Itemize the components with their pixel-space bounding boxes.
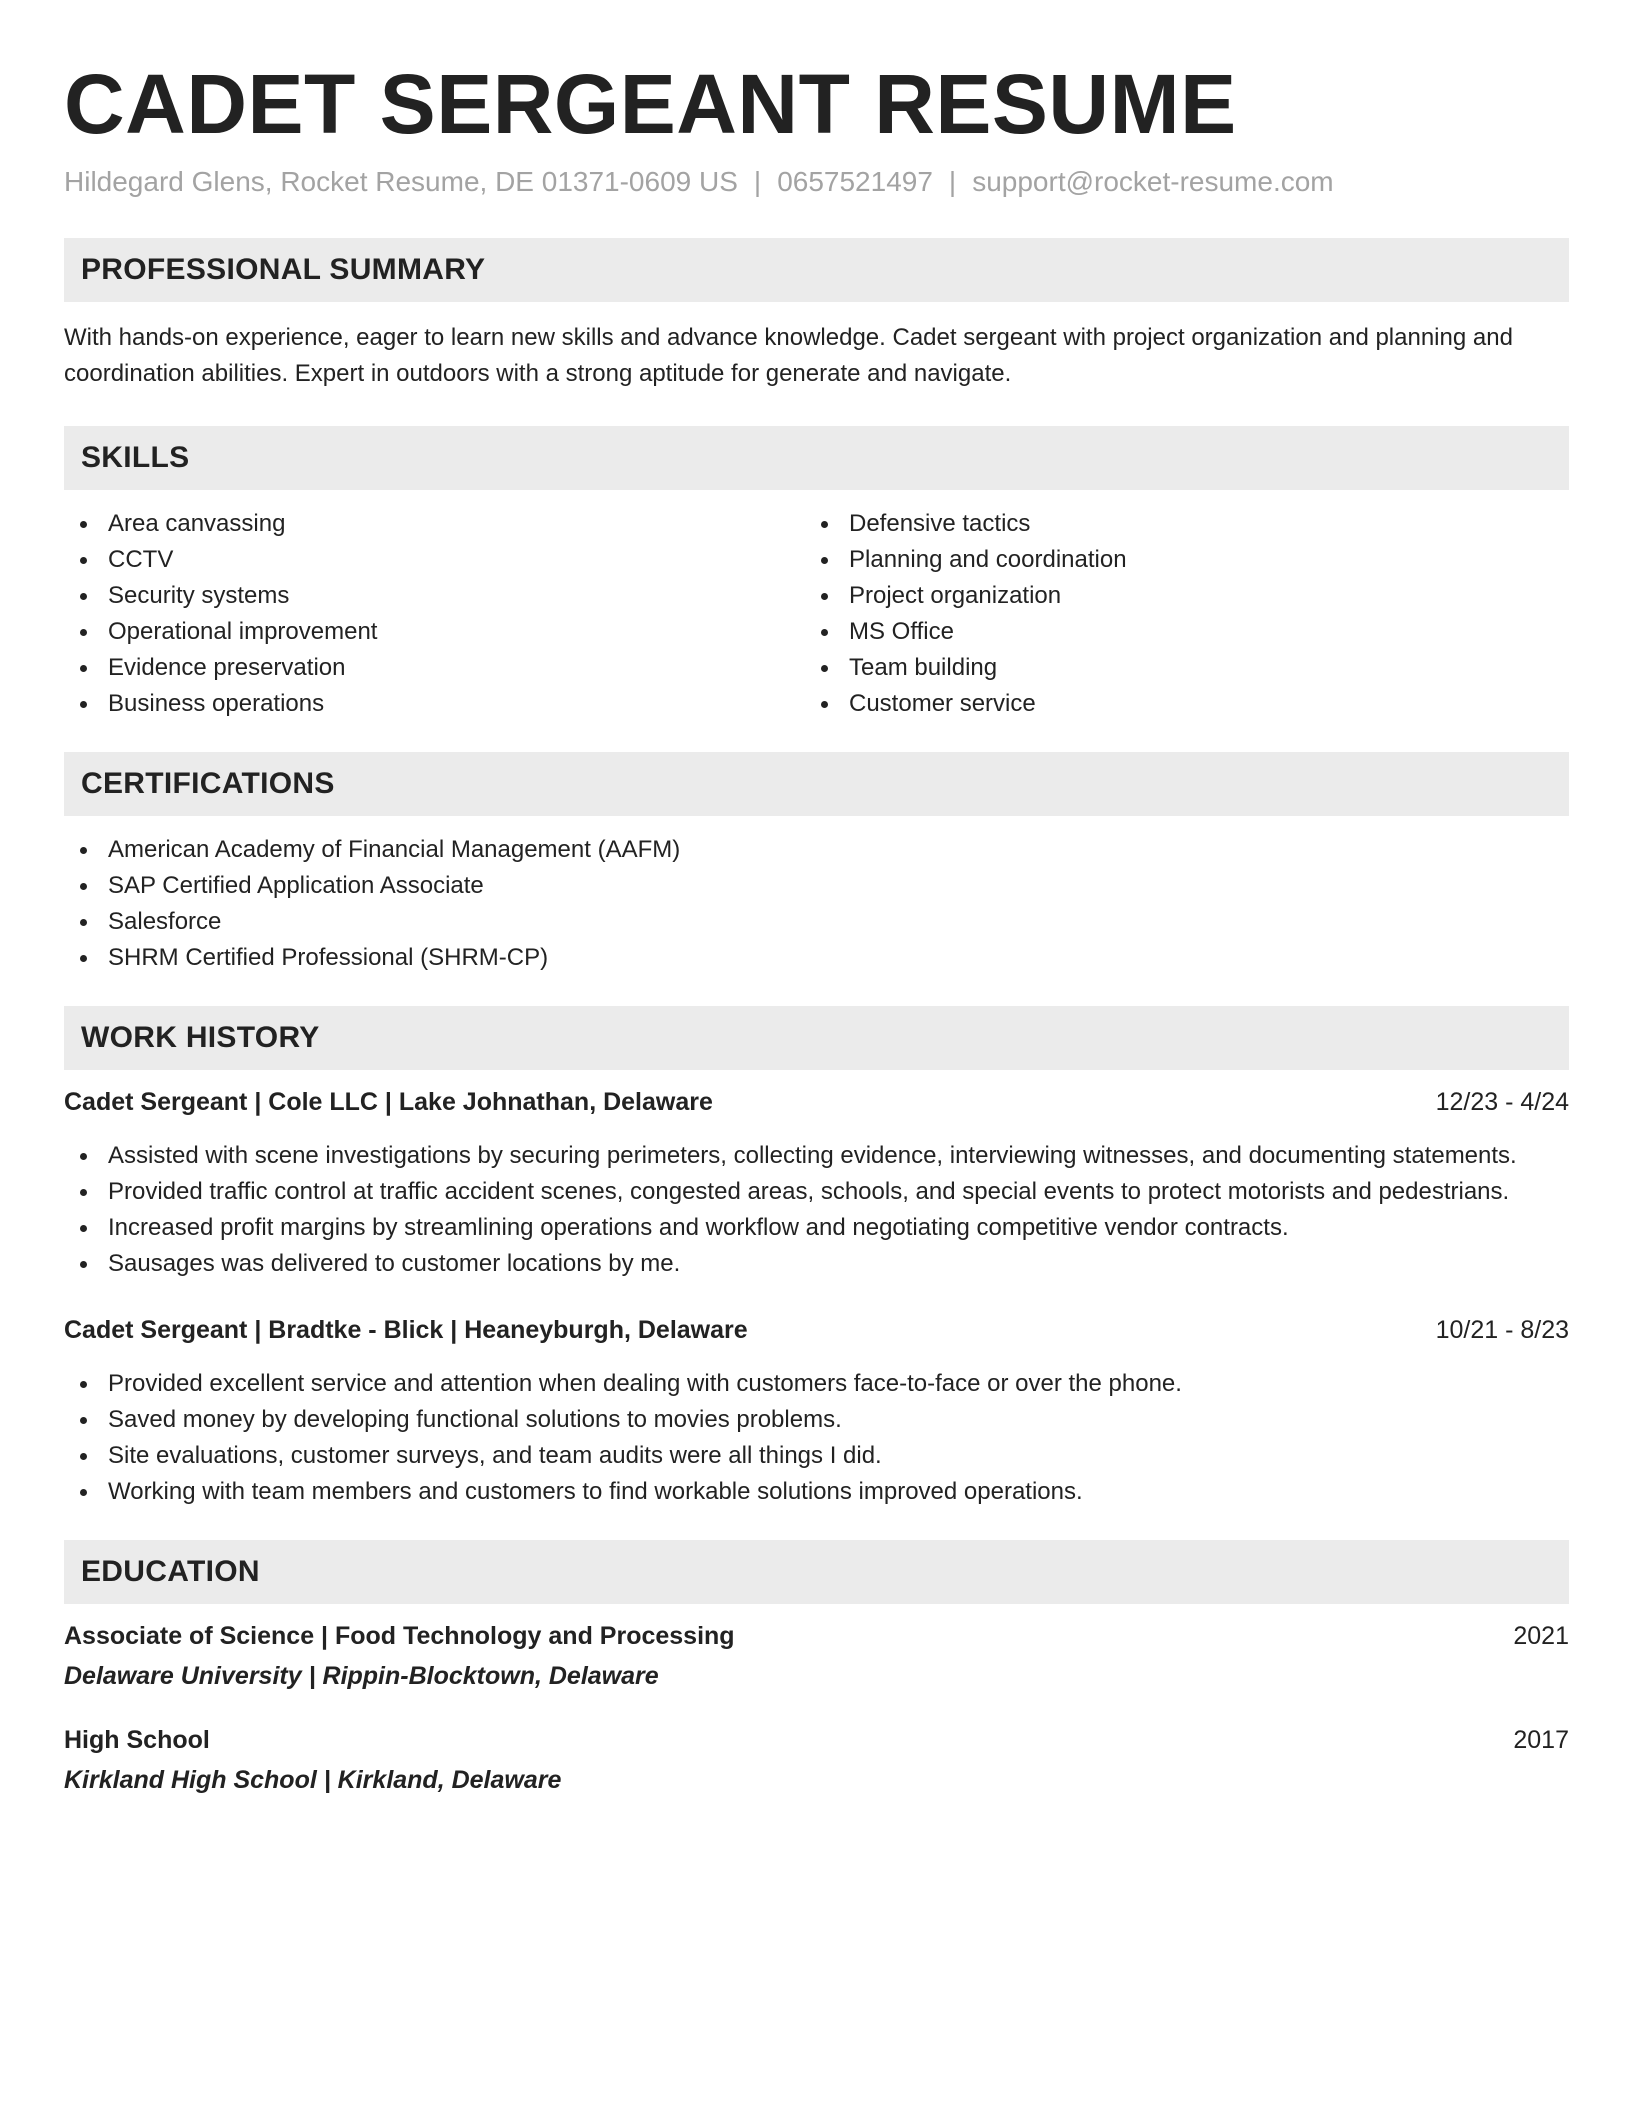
skill-item: Planning and coordination [805,542,1127,578]
skill-item: Business operations [64,686,805,722]
section-heading: EDUCATION [81,1555,260,1588]
job-header [64,1084,1569,1120]
education-degree: High School [64,1726,210,1754]
section-heading: SKILLS [81,441,190,474]
section-summary-header [64,238,1569,302]
education-school: Delaware University | Rippin-Blocktown, Delaware [64,1662,659,1690]
certification-item: Salesforce [64,904,1569,940]
job-title: Cadet Sergeant | Bradtke - Blick | Heaneyburgh, Delaware [64,1316,748,1344]
education-year: 2021 [1513,1622,1569,1650]
section-skills-header [64,426,1569,490]
skills-list [64,506,1569,722]
education-entry [64,1722,1569,1798]
contact-email[interactable]: support@rocket-resume.com [972,166,1334,197]
job-bullet: Sausages was delivered to customer locations by me. [64,1246,1569,1282]
section-heading: PROFESSIONAL SUMMARY [81,253,486,286]
skill-item: Team building [805,650,1127,686]
education-header [64,1618,1569,1654]
certification-item: American Academy of Financial Management (AAFM) [64,832,1569,868]
job-bullet: Assisted with scene investigations by securing perimeters, collecting evidence, interviewing witnesses, and documenting statements. [64,1138,1569,1174]
skill-item: Security systems [64,578,805,614]
job-bullets [64,1138,1569,1282]
education-entry [64,1618,1569,1694]
skills-column-left [64,506,805,722]
certifications-list [64,832,1569,976]
job-dates: 12/23 - 4/24 [1435,1088,1569,1116]
skill-item: Evidence preservation [64,650,805,686]
skill-item: Project organization [805,578,1127,614]
contact-separator: | [753,166,762,197]
job-bullets [64,1366,1569,1510]
job-bullet: Provided excellent service and attention when dealing with customers face-to-face or over the phone. [64,1366,1569,1402]
education-year: 2017 [1513,1726,1569,1754]
section-education-header [64,1540,1569,1604]
certification-item: SAP Certified Application Associate [64,868,1569,904]
skills-column-right [805,506,1127,722]
section-heading: CERTIFICATIONS [81,767,335,800]
contact-address: Hildegard Glens, Rocket Resume, DE 01371-0609 US [64,166,738,197]
education-degree: Associate of Science | Food Technology and Processing [64,1622,735,1650]
job-entry [64,1084,1569,1282]
contact-separator: | [948,166,957,197]
job-bullet: Provided traffic control at traffic accident scenes, congested areas, schools, and special events to protect motorists and pedestrians. [64,1174,1569,1210]
education-header [64,1722,1569,1758]
skill-item: Operational improvement [64,614,805,650]
summary-text: With hands-on experience, eager to learn new skills and advance knowledge. Cadet sergeant with project organization and planning and coordination abilities. Expert in outdoors with a strong aptitude for generate and navigate. [64,324,1513,387]
skill-item: CCTV [64,542,805,578]
section-work-header [64,1006,1569,1070]
contact-line [64,164,1569,200]
resume-title: CADET SERGEANT RESUME [64,57,1237,151]
job-bullet: Working with team members and customers to find workable solutions improved operations. [64,1474,1569,1510]
job-header [64,1312,1569,1348]
skill-item: Customer service [805,686,1127,722]
job-bullet: Site evaluations, customer surveys, and team audits were all things I did. [64,1438,1569,1474]
skill-item: Defensive tactics [805,506,1127,542]
skill-item: MS Office [805,614,1127,650]
section-heading: WORK HISTORY [81,1021,320,1054]
job-dates: 10/21 - 8/23 [1435,1316,1569,1344]
job-entry [64,1312,1569,1510]
contact-phone: 0657521497 [777,166,933,197]
job-bullet: Increased profit margins by streamlining operations and workflow and negotiating competitive vendor contracts. [64,1210,1569,1246]
certification-item: SHRM Certified Professional (SHRM-CP) [64,940,1569,976]
skill-item: Area canvassing [64,506,805,542]
job-title: Cadet Sergeant | Cole LLC | Lake Johnathan, Delaware [64,1088,713,1116]
job-bullet: Saved money by developing functional solutions to movies problems. [64,1402,1569,1438]
education-school: Kirkland High School | Kirkland, Delaware [64,1766,562,1794]
section-certifications-header [64,752,1569,816]
